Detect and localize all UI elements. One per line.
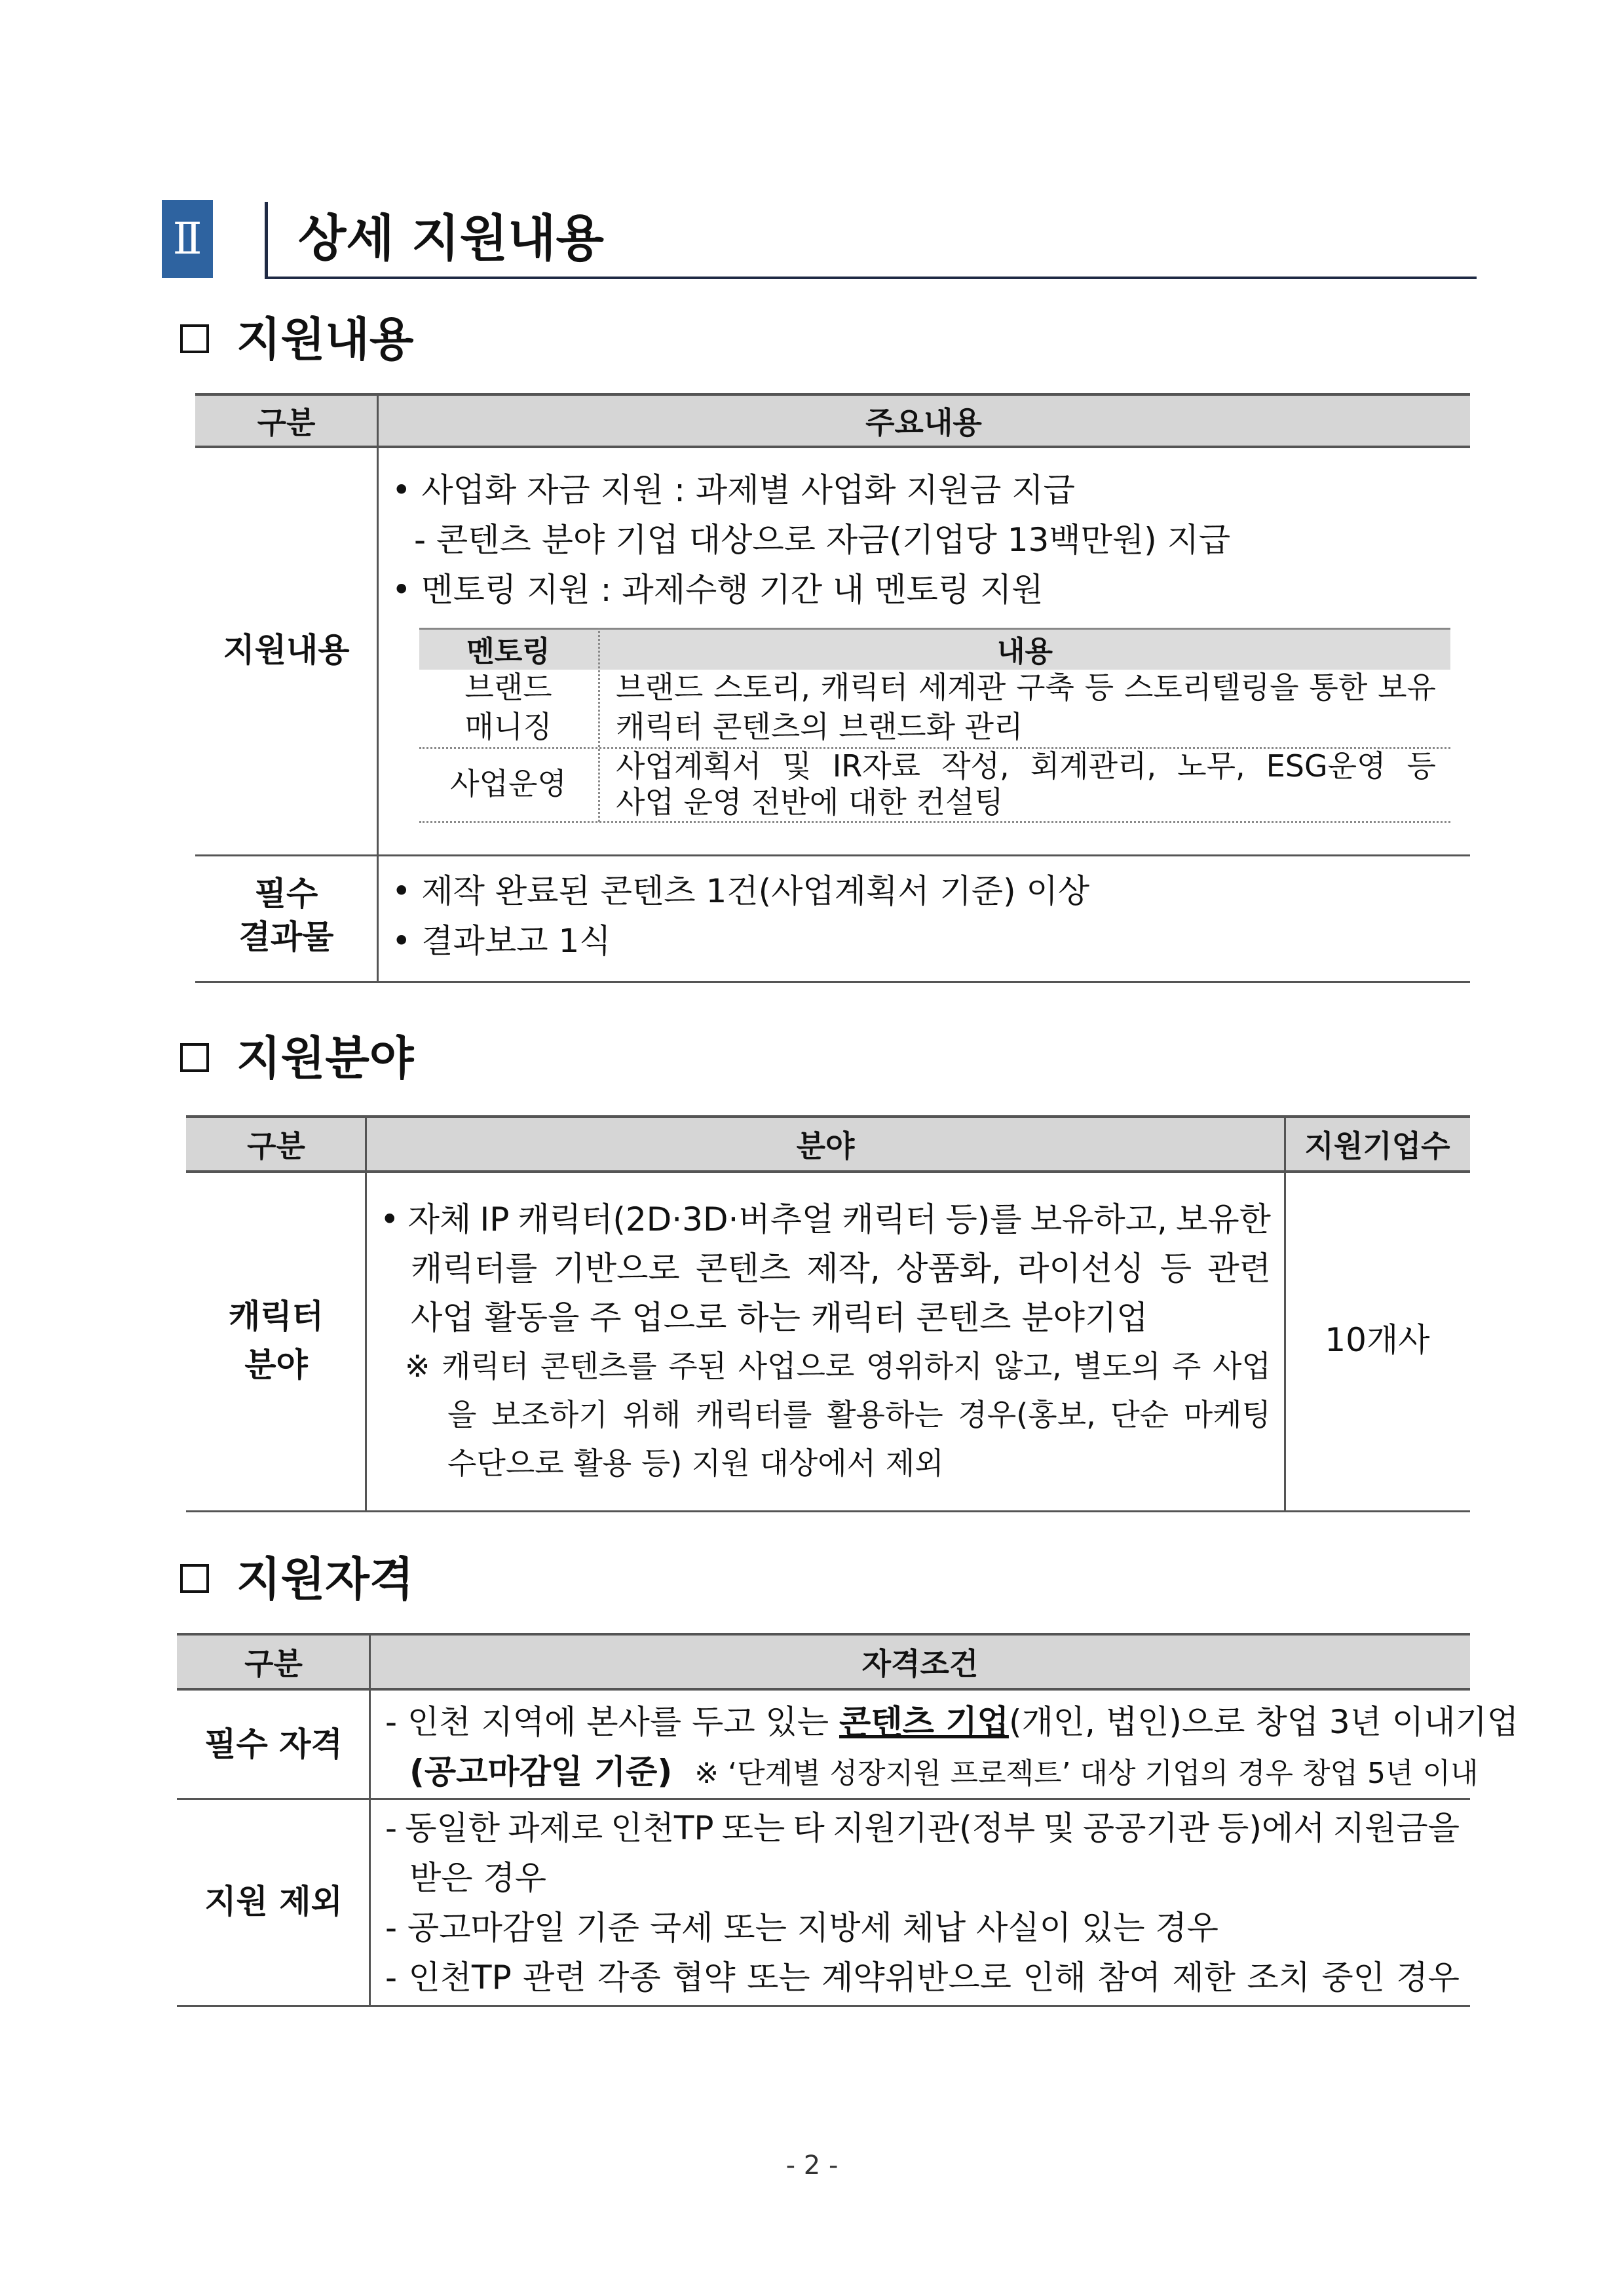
mentoring-table-divider — [598, 628, 600, 822]
section-underline — [265, 277, 1477, 279]
col-header-category: 구분 — [247, 1128, 305, 1164]
company-count: 10개사 — [1325, 1321, 1430, 1359]
checkbox-icon — [180, 1043, 209, 1072]
excluded-line: - 동일한 과제로 인천TP 또는 타 지원기관(정부 및 공공기관 등)에서 지원금을 — [385, 1809, 1460, 1847]
mentoring-row-divider — [419, 821, 1450, 823]
content-line: • 제작 완료된 콘텐츠 1건(사업계획서 기준) 이상 — [392, 872, 1090, 910]
required-text: (개인, 법인)으로 창업 3년 이내기업 — [1008, 1703, 1519, 1741]
subheading-text: 지원내용 — [236, 313, 414, 366]
col-header-company-count: 지원기업수 — [1304, 1128, 1450, 1164]
mentoring-col-header-name: 멘토링 — [466, 635, 550, 668]
col-header-main-content: 주요내용 — [865, 405, 982, 440]
field-line: 캐릭터를 기반으로 콘텐츠 제작, 상품화, 라이선싱 등 관련 — [411, 1250, 1271, 1288]
mentoring-name: 브랜드 — [464, 670, 552, 705]
row-label-support: 지원내용 — [223, 631, 350, 669]
required-note: ※ ‘단계별 성장지원 프로젝트’ 대상 기업의 경우 창업 5년 이내 — [694, 1757, 1479, 1790]
table-divider — [369, 1633, 371, 2006]
row-label-excluded: 지원 제외 — [204, 1883, 343, 1921]
col-header-conditions: 자격조건 — [861, 1646, 979, 1681]
content-line: - 콘텐츠 분야 기업 대상으로 자금(기업당 13백만원) 지급 — [414, 521, 1231, 559]
section-divider — [265, 202, 268, 279]
row-divider — [195, 854, 1470, 856]
row-label-required: 필수 자격 — [204, 1725, 343, 1763]
mentoring-desc: 사업 운영 전반에 대한 컨설팅 — [616, 784, 1004, 820]
mentoring-desc: 브랜드 스토리, 캐릭터 세계관 구축 등 스토리텔링을 통한 보유 — [616, 670, 1436, 705]
table-bottom-border — [186, 1510, 1470, 1512]
checkbox-icon — [180, 1564, 209, 1593]
required-emphasis: (공고마감일 기준) — [409, 1753, 673, 1791]
excluded-line: 받은 경우 — [409, 1859, 547, 1897]
subheading-support-content — [180, 307, 413, 372]
mentoring-name: 사업운영 — [450, 766, 567, 801]
col-header-field: 분야 — [796, 1128, 855, 1164]
excluded-line: - 공고마감일 기준 국세 또는 지방세 체납 사실이 있는 경우 — [385, 1909, 1218, 1947]
table-divider — [1284, 1115, 1286, 1512]
content-line: • 사업화 자금 지원 : 과제별 사업화 지원금 지급 — [392, 471, 1075, 509]
col-header-category: 구분 — [257, 405, 316, 440]
section-title: 상세 지원내용 — [298, 209, 604, 267]
row-label-deliverables-1: 필수 — [254, 875, 318, 913]
required-text: - 인천 지역에 본사를 두고 있는 — [385, 1703, 840, 1741]
row-divider — [177, 1798, 1470, 1800]
field-note-line: 을 보조하기 위해 캐릭터를 활용하는 경우(홍보, 단순 마케팅 — [447, 1397, 1271, 1432]
required-emphasis: 콘텐츠 기업 — [839, 1703, 1009, 1741]
checkbox-icon — [180, 324, 209, 353]
excluded-line: - 인천TP 관련 각종 협약 또는 계약위반으로 인해 참여 제한 조치 중인 경우 — [385, 1959, 1460, 1997]
section-number-badge: Ⅱ — [162, 200, 213, 278]
table-bottom-border — [195, 981, 1470, 983]
page-number: - 2 - — [785, 2151, 839, 2181]
subheading-text: 지원분야 — [236, 1031, 414, 1085]
field-note-line: ※ 캐릭터 콘텐츠를 주된 사업으로 영위하지 않고, 별도의 주 사업 — [405, 1349, 1271, 1384]
mentoring-name: 매니징 — [464, 709, 552, 744]
mentoring-col-header-desc: 내용 — [996, 635, 1053, 668]
row-label-deliverables-2: 결과물 — [238, 918, 334, 956]
mentoring-desc: 캐릭터 콘텐츠의 브랜드화 관리 — [616, 709, 1023, 744]
row-label-character-2: 분야 — [244, 1346, 308, 1384]
subheading-eligibility — [180, 1546, 413, 1612]
field-line: • 자체 IP 캐릭터(2D·3D·버추얼 캐릭터 등)를 보유하고, 보유한 — [380, 1200, 1271, 1238]
field-line: 사업 활동을 주 업으로 하는 캐릭터 콘텐츠 분야기업 — [411, 1299, 1148, 1337]
field-note-line: 수단으로 활용 등) 지원 대상에서 제외 — [447, 1445, 944, 1481]
table-bottom-border — [177, 2005, 1470, 2007]
subheading-text: 지원자격 — [236, 1552, 414, 1606]
required-line-1 — [385, 1697, 1519, 1747]
subheading-support-field — [180, 1025, 413, 1091]
content-line: • 결과보고 1식 — [392, 922, 611, 960]
mentoring-desc: 사업계획서 및 IR자료 작성, 회계관리, 노무, ESG운영 등 — [616, 748, 1436, 784]
col-header-category: 구분 — [244, 1646, 303, 1681]
content-line: • 멘토링 지원 : 과제수행 기간 내 멘토링 지원 — [392, 571, 1044, 609]
row-label-character-1: 캐릭터 — [229, 1297, 324, 1335]
required-line-2 — [409, 1747, 1479, 1799]
